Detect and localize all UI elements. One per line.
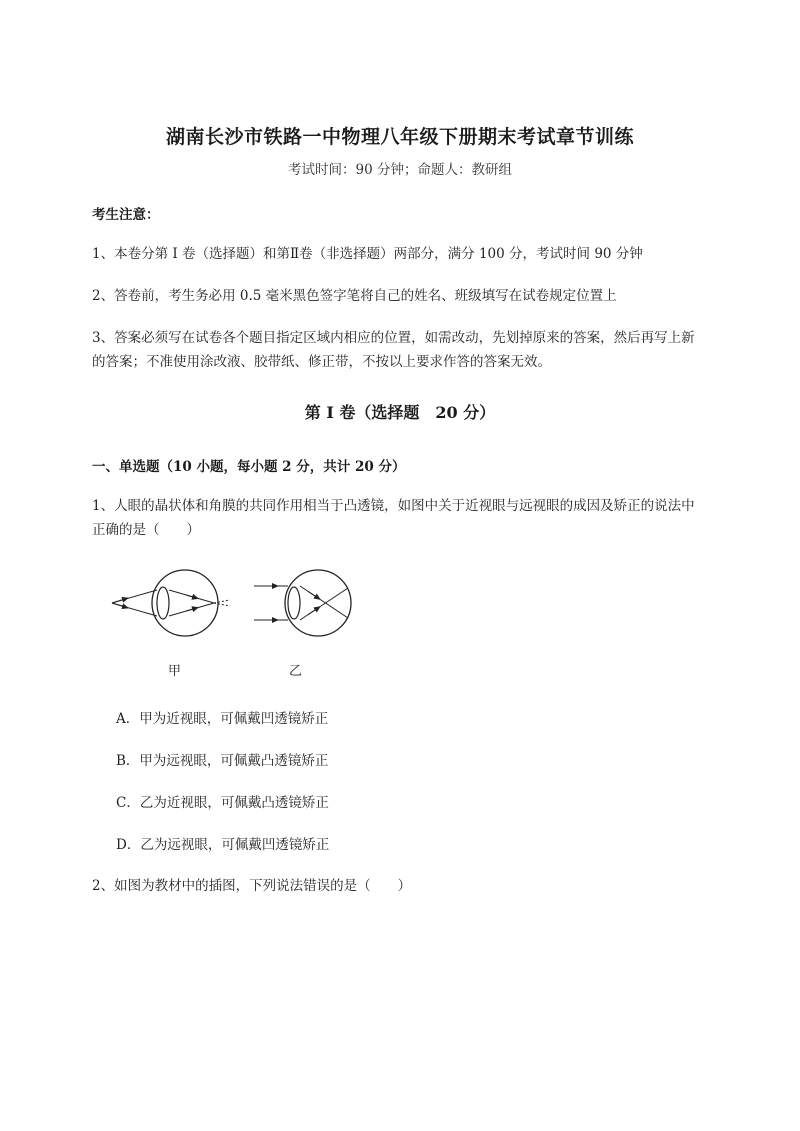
eye-diagrams xyxy=(108,566,368,686)
question-2-stem: 2、如图为教材中的插图，下列说法错误的是（ ） xyxy=(92,878,412,894)
part-heading: 一、单选题（10 小题，每小题 2 分，共计 20 分） xyxy=(92,459,406,475)
notice-heading: 考生注意： xyxy=(92,207,160,223)
page-title: 湖南长沙市铁路一中物理八年级下册期末考试章节训练 xyxy=(165,126,634,148)
notice-item-3-cont: 的答案；不准使用涂改液、胶带纸、修正带，不按以上要求作答的答案无效。 xyxy=(92,354,551,370)
figure-label-jia: 甲 xyxy=(168,664,182,679)
exam-info: 考试时间：90 分钟；命题人：教研组 xyxy=(288,162,512,178)
option-a[interactable]: A．甲为近视眼，可佩戴凹透镜矫正 xyxy=(116,711,329,727)
option-d[interactable]: D．乙为远视眼，可佩戴凹透镜矫正 xyxy=(116,837,330,853)
notice-item-2: 2、答卷前，考生务必用 0.5 毫米黑色签字笔将自己的姓名、班级填写在试卷规定位置上 xyxy=(92,288,617,304)
notice-item-3: 3、答案必须写在试卷各个题目指定区域内相应的位置，如需改动，先划掉原来的答案，然后再写上新 xyxy=(92,330,695,346)
eye-yi xyxy=(254,570,351,636)
figure-label-yi: 乙 xyxy=(289,664,303,679)
option-c[interactable]: C．乙为近视眼，可佩戴凸透镜矫正 xyxy=(116,795,329,811)
eye-jia xyxy=(112,570,230,636)
section-title: 第 I 卷（选择题 20 分） xyxy=(304,403,496,422)
question-1-stem: 1、人眼的晶状体和角膜的共同作用相当于凸透镜，如图中关于近视眼与远视眼的成因及矫正的说法中 xyxy=(92,498,695,514)
question-1-stem-cont: 正确的是（ ） xyxy=(92,522,200,538)
notice-item-1: 1、本卷分第 I 卷（选择题）和第Ⅱ卷（非选择题）两部分，满分 100 分，考试时间 90 分钟 xyxy=(92,246,643,262)
eye-diagram-figure xyxy=(108,566,368,690)
option-b[interactable]: B．甲为远视眼，可佩戴凸透镜矫正 xyxy=(116,753,329,769)
